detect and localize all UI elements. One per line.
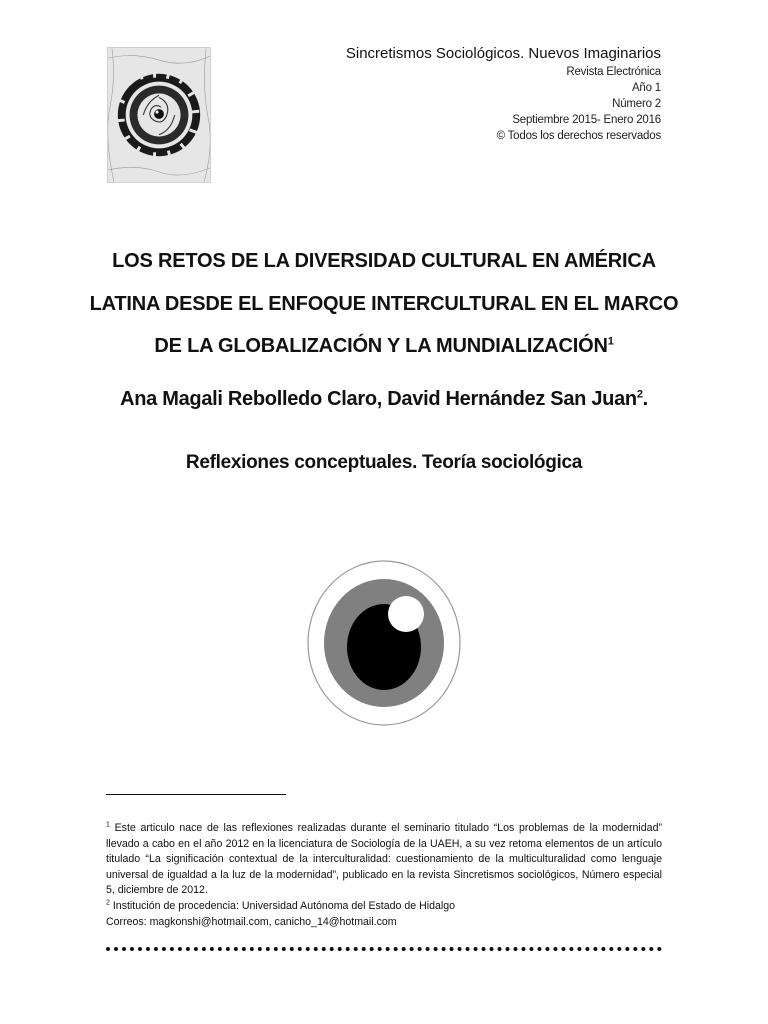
- footnote-emails: Correos: magkonshi@hotmail.com, canicho_14@hotmail.com: [106, 915, 397, 928]
- footnote-1: [106, 821, 662, 899]
- journal-rights: © Todos los derechos reservados: [496, 130, 661, 142]
- title-line-1: LOS RETOS DE LA DIVERSIDAD CULTURAL EN AMÉRICA: [112, 250, 656, 272]
- footnote-1-marker: 1: [106, 821, 110, 829]
- sincretismos-logo-icon: [108, 48, 210, 182]
- journal-year: Año 1: [631, 82, 661, 94]
- footer-dotted-rule: [106, 947, 662, 951]
- journal-issue: Número 2: [612, 98, 661, 110]
- journal-type: Revista Electrónica: [566, 66, 661, 78]
- footnote-2: [106, 899, 662, 915]
- authors-footnote-ref[interactable]: 2: [636, 388, 643, 401]
- title-line-3-text: DE LA GLOBALIZACIÓN Y LA MUNDIALIZACIÓN: [154, 335, 608, 357]
- footnote-2-text: Institución de procedencia: Universidad Autónoma del Estado de Hidalgo: [112, 899, 456, 912]
- footnotes: [106, 821, 662, 930]
- journal-period: Septiembre 2015- Enero 2016: [512, 114, 661, 126]
- journal-name: Sincretismos Sociológicos. Nuevos Imaginarios: [345, 45, 661, 62]
- article-section: Reflexiones conceptuales. Teoría sociológica: [185, 452, 583, 473]
- footnote-1-text: Este articulo nace de las reflexiones realizadas durante el seminario titulado “Los problemas de la modernidad” llevado a cabo en el año 2012 en la licenciatura de Sociología de la UAEH, a su vez retoma elementos de un artículo titulado “La significación contextual de la interculturalidad: cuestionamiento de la multiculturalidad como lenguaje universal de igualdad a la luz de la modernidad”, publicado en la revista Sincretismos sociológicos, Número especial 5, diciembre de 2012.: [106, 822, 662, 897]
- journal-masthead: [346, 46, 661, 144]
- journal-logo: [107, 47, 211, 183]
- eye-icon: [306, 559, 462, 727]
- article-authors: [60, 388, 708, 411]
- authors-end: .: [642, 388, 648, 410]
- article-title: [60, 240, 708, 368]
- authors-text: Ana Magali Rebolledo Claro, David Hernández San Juan: [120, 388, 637, 410]
- footnote-separator: [106, 794, 286, 795]
- title-line-3: [60, 325, 708, 368]
- footnote-2-marker: 2: [106, 899, 110, 907]
- title-footnote-ref[interactable]: 1: [607, 335, 614, 348]
- eye-illustration: [306, 559, 462, 727]
- title-line-2: LATINA DESDE EL ENFOQUE INTERCULTURAL EN EL MARCO: [89, 292, 679, 315]
